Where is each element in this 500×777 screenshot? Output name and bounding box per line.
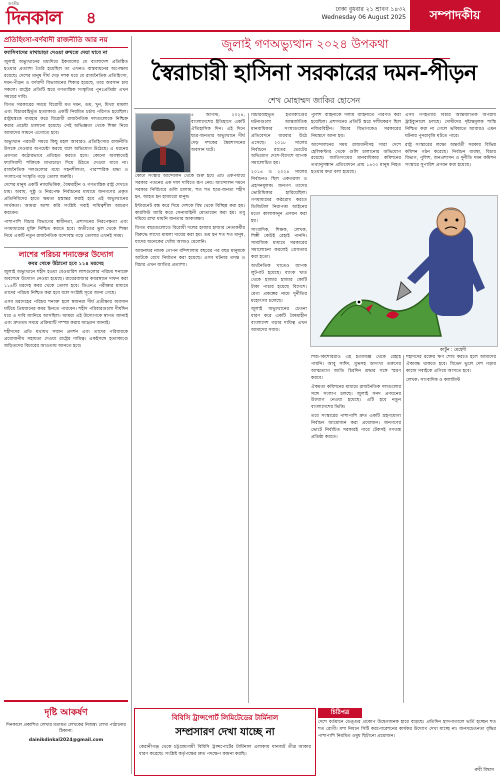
article-paragraph: জুলাই অভ্যুত্থানের চেতনা ধারণ করে একটি বৈষম্যহীন বাংলাদেশ গড়ার দায়িত্ব এখন আমাদের সবার। — [251, 307, 307, 334]
article-paragraph: অর্থনৈতিক খাতেও ব্যাপক লুটপাট হয়েছে। ব্যাংক খাত থেকে হাজার হাজার কোটি টাকা পাচার হয়েছে বিদেশে। মেগা প্রকল্পের নামে দুর্নীতির মহোৎসব চলেছে। — [251, 264, 307, 304]
news-box-text: কেরানীগঞ্জ থেকে চট্টগ্রামগামী বিবিসি ট্রান্সপোর্টের টার্মিনাল এলাকায় যানজট তীব্র আকার ধারণ করেছে। সংশ্লিষ্ট কর্তৃপক্ষের দ্রুত পদক্ষেপ কামনা করছি। — [139, 745, 311, 757]
article-paragraph: ২০১৪ ও ২০২৪ সালের নির্বাচনও ছিল একতরফা ও প্রহসনমূলক। জনগণ তাদের ভোটাধিকার হারিয়েছিল। গণমাধ্যমের কণ্ঠরোধ করতে ডিজিটাল নিরাপত্তা আইনের মতো কালাকানুন প্রণয়ন করা হয়। — [251, 170, 307, 224]
letter-text: দেশে বর্তমানে ডেঙ্গুর প্রকোপ উদ্বেগজনক হারে বাড়ছে। প্রতিদিন হাসপাতালে ভর্তি হচ্ছেন শত শত রোগী। মশা নিধনে সিটি করপোরেশনের কার্যকর উদ্যোগ দেখা যাচ্ছে না। জনসচেতনতা বৃদ্ধির পাশাপাশি নিয়মিত ওষুধ ছিটানো প্রয়োজন। — [318, 720, 496, 739]
byline-divider — [134, 108, 496, 109]
attention-box — [4, 700, 128, 776]
editorial-paragraph: শহীদদের প্রতি যথাযথ সম্মান প্রদর্শন এবং তাদের পরিবারকে প্রয়োজনীয় সহায়তা দেওয়া রাষ্ট্রের দায়িত্ব। একইসঙ্গে হত্যাকাণ্ডে জড়িতদের বিচারের আওতায় আনতে হবে। — [4, 329, 128, 349]
attention-title: দৃষ্টি আকর্ষণ — [44, 708, 88, 718]
article-paragraph: আন্দোলনের সময় রাজধানীসহ সারা দেশে হেলিকপ্টার থেকে গুলি চালানোর অভিযোগ রয়েছে। জাতিসংঘের মানবাধিকার কমিশনের তথ্যানুসন্ধান প্রতিবেদনে প্রায় ১৪০০ মানুষ নিহত হওয়ার কথা বলা হয়েছে। — [311, 142, 401, 176]
news-box-headline: বিবিসি ট্রান্সপোর্ট লিমিটেডের টার্মিনাল — [171, 714, 279, 722]
news-box — [134, 708, 316, 776]
letter-signature: রুবী বিশ্বাস — [474, 768, 494, 773]
article-column-3b — [311, 355, 401, 703]
article-column-1 — [191, 113, 245, 171]
letters-tag: চিঠিপত্র — [318, 708, 362, 718]
article-paragraph: ৫ আগস্ট, ২০২৪, বাংলাদেশের ইতিহাসে একটি ঐতিহাসিক দিন। এই দিনে ছাত্র-জনতার অভ্যুত্থানে দীর্ঘ দেড় দশকের স্বৈরশাসনের অবসান ঘটে। — [191, 113, 245, 153]
editorial-paragraph: বিগত সরকারের সময়ে বিরোধী মত দমন, গুম, খুন, মিথ্যা মামলা এবং বিচারবহির্ভূত হত্যাকাণ্ড একটি নিয়মিত চর্চায় পরিণত হয়েছিল। রাষ্ট্রযন্ত্রকে ব্যবহার করে বিরোধী রাজনৈতিক দলগুলোকে নিশ্চিহ্ন করার প্রচেষ্টা চালানো হয়েছে। সেই অভিজ্ঞতা থেকে শিক্ষা নিয়ে আমাদের সামনে এগোতে হবে। — [4, 103, 128, 137]
article-byline: শেখ মোহাম্মদ জাকির হোসেন — [267, 96, 361, 105]
article-paragraph: এসব গণহত্যার বিচার আন্তর্জাতিক অপরাধ ট্রাইব্যুনালে চলছে। দোষীদের দৃষ্টান্তমূলক শাস্তি নিশ্চিত করা না গেলে ভবিষ্যতে আবারও এমন ঘটনার পুনরাবৃত্তি ঘটতে পারে। — [405, 113, 496, 139]
newspaper-logo[interactable]: দিনকাল — [6, 7, 62, 29]
page-number: ৪ — [86, 8, 97, 27]
masthead — [0, 0, 500, 32]
editorial-paragraph: জুলাই অভ্যুত্থানের মধ্যদিয়ে ইকবালের যে বাংলাদেশ প্রতিষ্ঠিত হওয়ার প্রত্যাশা তৈরি হয়েছিল তা এখনও বাস্তবায়নের অপেক্ষায় রয়েছে। দেশের মানুষ দীর্ঘ দেড় দশক ধরে যে রাজনৈতিক প্রতিহিংসা, দমন-পীড়ন ও বর্ণবাদী বিভাজনের শিকার হয়েছে, তার অবসান চায় সকলে। রাষ্ট্রের প্রতিটি স্তরে গণতান্ত্রিক সংস্কৃতির পুনঃপ্রতিষ্ঠা এখন সময়ের দাবি। — [4, 60, 128, 100]
editorial-paragraph: জুলাই অভ্যুত্থানে শহীদ হওয়া বেওয়ারিশ লাশগুলোর পরিচয় শনাক্তে অবশেষে উদ্যোগ নেওয়া হয়েছে। রায়েরবাজার কবরস্থানে দাফন করা ১১৪টি মরদেহ কবর থেকে তোলা হবে। ডিএনএ পরীক্ষার মাধ্যমে তাদের পরিচয় নিশ্চিত করা হবে বলে সংশ্লিষ্ট সূত্রে জানা গেছে। — [4, 270, 128, 297]
article-paragraph: সাংবাদিক, শিক্ষক, লেখক, শিল্পী কেউই রেহাই পাননি। সামাজিক মাধ্যমে সরকারের সমালোচনা করলেই গ্রেফতার করা হতো। — [251, 227, 307, 261]
editorial-headline: প্রতিহিংসা-বর্ণবাদী রাজনীতি আর নয় — [4, 36, 128, 48]
article-paragraph: তবে সংস্কারের পাশাপাশি দ্রুত একটি গ্রহণযোগ্য নির্বাচন আয়োজন করা প্রয়োজন। জনগণের ভোটে নির্বাচিত সরকারই পারে টেকসই গণতন্ত্র প্রতিষ্ঠা করতে। — [311, 414, 401, 440]
cartoon-illustration — [311, 196, 497, 346]
editorial-paragraph: এসব মরদেহের পরিচয় শনাক্ত হলে স্বজনরা দীর্ঘ প্রতীক্ষার অবসান ঘটিয়ে প্রিয়জনের কবর চিনতে পারবেন। শহীদ পরিবারগুলো দীর্ঘদিন ধরে এ দাবি জানিয়ে আসছিল। আমরা এই উদ্যোগকে স্বাগত জানাই এবং দ্রুততম সময়ে প্রক্রিয়াটি সম্পন্ন করার আহ্বান জানাই। — [4, 300, 128, 326]
article-kicker: জুলাই গণঅভ্যুত্থান ২০২৪ উপকথা — [160, 36, 450, 59]
article-paragraph: কোটা সংস্কার আন্দোলন থেকে শুরু হয়ে এটি একপর্যায়ে সরকার পতনের এক দফা দাবিতে রূপ নেয়। আন্দোলন দমনে সরকার নির্বিচারে গুলি চালায়, শত শত ছাত্র-জনতা শহীদ হন, আহত হন হাজারো মানুষ। — [135, 174, 245, 200]
editorial-cartoon — [310, 195, 498, 347]
author-photo — [135, 113, 191, 173]
article-paragraph: বিচারবহির্ভূত হত্যাকাণ্ডের ঘটনাগুলো আন্তর্জাতিক মানবাধিকার সংস্থাগুলোর প্রতিবেদনে বারবার উঠে এসেছে। ২০১৮ সালের নির্বাচনে রাতের ভোটের অভিযোগ দেশে-বিদেশে ব্যাপক সমালোচিত হয়। — [251, 113, 307, 167]
date-english: Wednesday 06 August 2025 — [321, 14, 406, 21]
article-author-note: লেখক: সাংবাদিক ও কলামিস্ট — [406, 377, 461, 383]
attention-text: দিনকালে প্রকাশিত লেখার মতামত লেখকের নিজস্ব। লেখা পাঠানোর ঠিকানা: — [6, 723, 126, 734]
article-column-3 — [311, 113, 401, 193]
issue-date — [290, 6, 406, 22]
article-column-1b — [135, 174, 245, 700]
news-box-subheadline: সম্প্রসারণ দেখা যাচ্ছে না — [175, 727, 275, 738]
column-divider — [248, 113, 249, 703]
article-column-5 — [406, 355, 496, 703]
letters-section — [318, 708, 496, 774]
article-paragraph: শহীদদের রক্তের ঋণ শোধ করতে হলে আমাদের ঐক্যবদ্ধ থাকতে হবে। বিভেদ ভুলে দেশ গড়ার কাজে সবাইকে এগিয়ে আসতে হবে। — [406, 355, 496, 374]
date-bengali: ঢাকা বুধবার ২১ শ্রাবণ ১৪৩২ — [335, 6, 406, 13]
article-paragraph: বিগত বছরগুলোতে বিরোধী দলের হাজার হাজার নেতাকর্মীর বিরুদ্ধে লাখো মামলা দায়ের করা হয়। গুম হন শত শত মানুষ, যাদের অনেকের খোঁজ আজও মেলেনি। — [135, 226, 245, 246]
editorial-column — [4, 36, 128, 776]
cartoon-credit: কার্টুন : মেহেদী — [440, 348, 467, 353]
logo-tagline: জাতীয় — [8, 1, 20, 6]
article-paragraph: শিশু-কিশোররাও এই হত্যাযজ্ঞ থেকে রেহাই পায়নি। আবু সাঈদ, মুগ্ধসহ অসংখ্য তরুণের আত্মত্যাগ জাতি চিরদিন শ্রদ্ধার সঙ্গে স্মরণ করবে। — [311, 355, 401, 381]
article-paragraph: পুলিশ বাহিনীকে দলীয় বাহিনীতে পরিণত করা হয়েছিল। প্রশাসনের প্রতিটি স্তরে দলীয়করণ ছিল নজিরবিহীন। বিচার বিভাগকেও সরকারের নিয়ন্ত্রণে আনা হয়। — [311, 113, 401, 139]
editorial-subhead: ফ্যাসিবাদের মাথাচাড়া দেওয়া রুখতে দেয়া যাবে না — [4, 50, 108, 56]
article-column-2 — [251, 113, 307, 701]
attention-email[interactable]: dainikdinkal2024@gmail.com — [28, 738, 104, 743]
article-paragraph: রাষ্ট্র সংস্কারের লক্ষ্যে অন্তর্বর্তী সরকার বিভিন্ন কমিশন গঠন করেছে। নির্বাচন ব্যবস্থা, বিচার বিভাগ, পুলিশ, জনপ্রশাসন ও দুর্নীতি দমন কমিশন সংস্কারে সুপারিশ প্রণয়ন করা হয়েছে। — [405, 142, 496, 169]
article-paragraph: আয়নাঘর নামক গোপন বন্দিশালায় বছরের পর বছর মানুষকে আটকে রেখে নির্যাতন করা হয়েছে। এসব ঘটনার তদন্ত ও বিচার এখন জাতির প্রত্যাশা। — [135, 249, 245, 268]
article-title: স্বৈরাচারী হাসিনা সরকারের দমন-পীড়ন — [151, 61, 477, 86]
editorial-paragraph: পাশাপাশি বিচার বিভাগের স্বাধীনতা, প্রশাসনের নিরপেক্ষতা এবং গণমাধ্যমের মুক্তি নিশ্চিত করতে হবে। অতীতের ভুল থেকে শিক্ষা নিয়ে একটি নতুন রাজনৈতিক বন্দোবস্ত গড়ে তোলার এখনই সময়। — [4, 219, 128, 239]
article-column-4 — [405, 113, 496, 193]
editorial-headline-2: লাশের পরিচয় শনাক্তের উদ্যোগ — [4, 247, 128, 259]
editorial-subhead-2: কবর থেকে উঠানো হবে ১১৪ মরদেহ — [28, 260, 104, 267]
section-title: সম্পাদকীয় — [410, 0, 500, 30]
column-divider — [131, 36, 132, 774]
editorial-paragraph: দেশের মানুষ একটি ন্যায়ভিত্তিক, বৈষম্যহীন ও গণতান্ত্রিক রাষ্ট্র দেখতে চায়। অবাধ, সুষ্ঠু ও নিরপেক্ষ নির্বাচনের মাধ্যমে জনগণের প্রকৃত প্রতিনিধিদের হাতে ক্ষমতা হস্তান্তর করাই হবে এই অভ্যুত্থানের সার্থকতা। আমরা আশা করি সংশ্লিষ্ট সবাই দায়িত্বশীল আচরণ করবেন। — [4, 183, 128, 217]
article-paragraph: ঐকমত্য কমিশনের মাধ্যমে রাজনৈতিক দলগুলোর সঙ্গে সংলাপ চলছে। জুলাই সনদ প্রণয়নের উদ্যোগ নেওয়া হয়েছে। এটি হবে নতুন বাংলাদেশের ভিত্তি। — [311, 384, 401, 411]
column-divider — [403, 355, 404, 703]
editorial-paragraph: অভ্যুত্থান পরবর্তী সময়ে কিছু মহল আবারও প্রতিহিংসার রাজনীতি উসকে দেওয়ার অপচেষ্টা করছে বলে অভিযোগ উঠেছে। এ ধরনের প্রবণতা কঠোরভাবে প্রতিহত করতে হবে। কোনো অবস্থাতেই ফ্যাসিবাদী শক্তিকে মাথাচাড়া দিয়ে উঠতে দেওয়া যাবে না। রাজনৈতিক দলগুলোর মধ্যে সহনশীলতা, পারস্পরিক শ্রদ্ধা ও সংলাপের সংস্কৃতি গড়ে তোলা জরুরি। — [4, 139, 128, 180]
article-paragraph: ইন্টারনেট বন্ধ করে দিয়ে দেশকে বিশ্ব থেকে বিচ্ছিন্ন করা হয়। কারফিউ জারি করে সেনাবাহিনী মোতায়েন করা হয়। তবু দমিয়ে রাখা যায়নি জনতার আকাঙ্ক্ষা। — [135, 203, 245, 223]
